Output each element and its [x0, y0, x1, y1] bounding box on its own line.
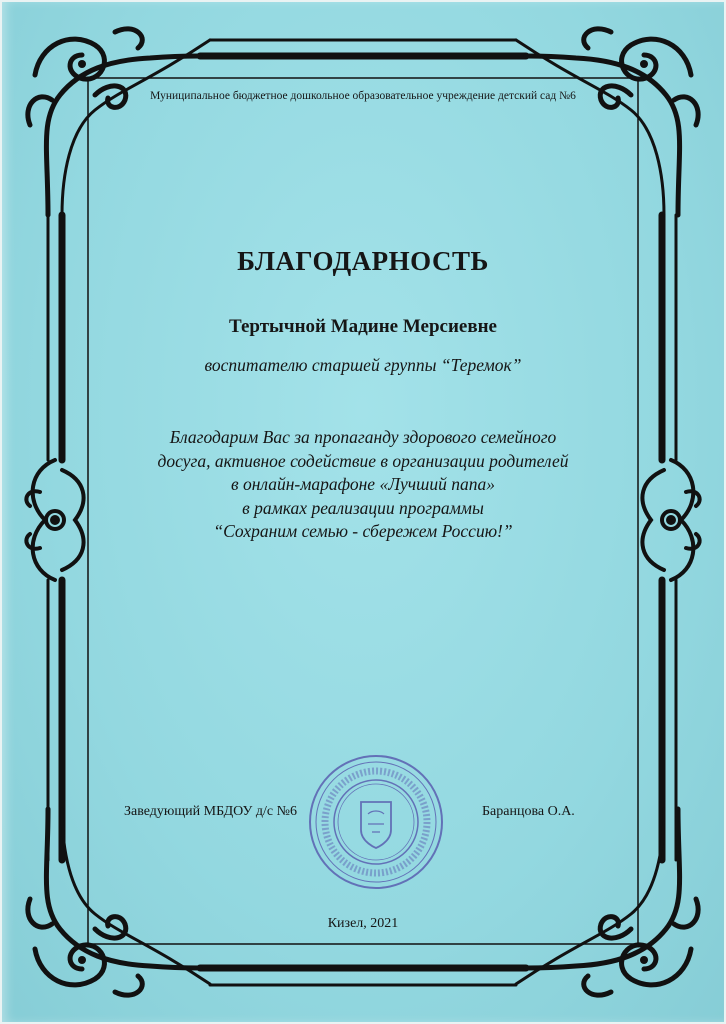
corner-ornament-bottom-left: [28, 809, 210, 995]
signer-role: Заведующий МБДОУ д/с №6: [124, 804, 297, 819]
body-line: в рамках реализации программы: [242, 497, 484, 518]
corner-ornament-bottom-right: [516, 809, 698, 995]
signer-name: Баранцова О.А.: [482, 804, 575, 819]
body-line: в онлайн-марафоне «Лучший папа»: [231, 474, 495, 494]
recipient-position: воспитателю старшей группы “Теремок”: [204, 355, 522, 375]
body-line: “Сохраним семью - сбережем Россию!”: [213, 521, 513, 541]
body-line: Благодарим Вас за пропаганду здорового семейного: [169, 427, 557, 447]
document-title: БЛАГОДАРНОСТЬ: [237, 246, 489, 276]
gratitude-body: [0, 426, 726, 544]
official-stamp: [306, 752, 446, 892]
body-line: досуга, активное содействие в организации родителей: [157, 450, 569, 471]
place-and-date: Кизел, 2021: [327, 916, 399, 931]
organization-name: Муниципальное бюджетное дошкольное образовательное учреждение детский сад №6: [150, 90, 576, 102]
corner-ornament-top-right: [516, 29, 698, 215]
corner-ornament-top-left: [28, 29, 210, 215]
recipient-name: Тертычной Мадине Мерсиевне: [229, 316, 497, 337]
